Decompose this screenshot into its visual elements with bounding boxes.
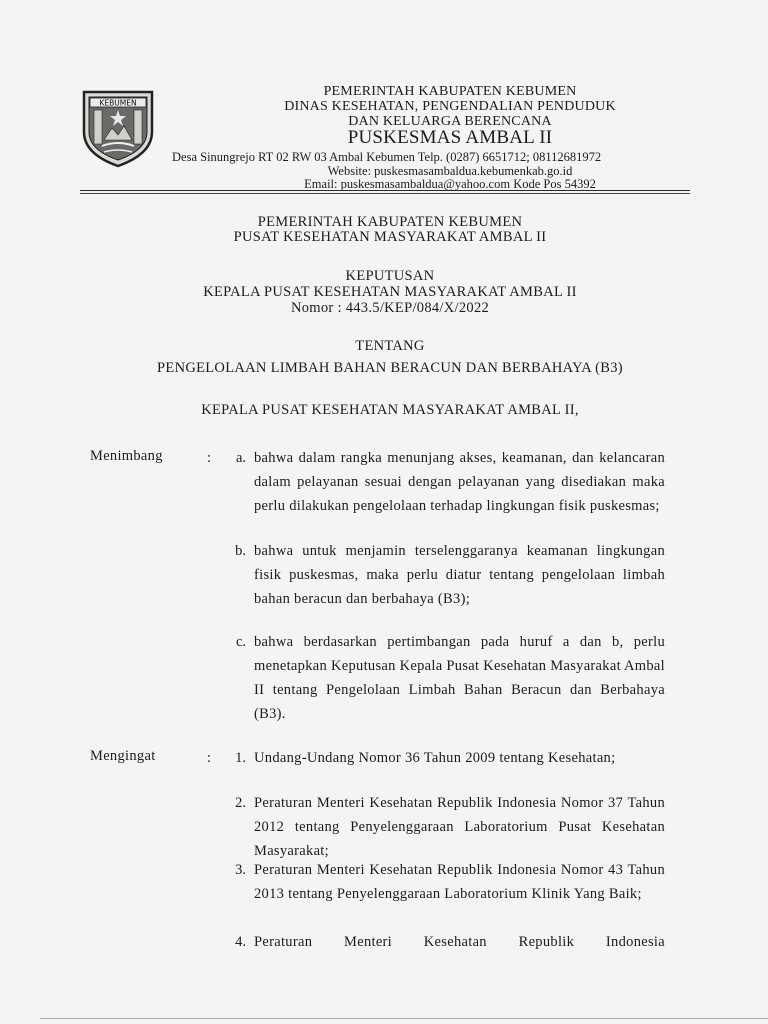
mengingat-marker-1: 1.	[235, 750, 246, 766]
menimbang-item-a: bahwa dalam rangka menunjang akses, keamanan, dan kelancaran dalam pelayanan sesuai dengan pelayanan yang disediakan maka perlu dilakukan pengelolaan terhadap lingkungan fisik puskesmas;	[254, 450, 665, 514]
heading-center-name: PUSAT KESEHATAN MASYARAKAT AMBAL II	[233, 229, 547, 245]
heading-kepala: KEPALA PUSAT KESEHATAN MASYARAKAT AMBAL II	[203, 284, 577, 300]
decree-number: Nomor : 443.5/KEP/084/X/2022	[290, 300, 490, 316]
mengingat-marker-3: 3.	[235, 862, 246, 878]
letterhead-email: Email: puskesmasambaldua@yahoo.com Kode Pos 54392	[304, 177, 596, 191]
mengingat-item-2: Peraturan Menteri Kesehatan Republik Indonesia Nomor 37 Tahun 2012 tentang Penyelenggaraan Laboratorium Pusat Kesehatan Masyarakat;	[254, 795, 665, 859]
menimbang-marker-b: b.	[235, 543, 246, 559]
menimbang-item-b: bahwa untuk menjamin terselenggaranya keamanan lingkungan fisik puskesmas, maka perlu diatur tentang pengelolaan limbah bahan beracun dan berbahaya (B3);	[254, 543, 665, 607]
letterhead-divider-thin	[80, 193, 690, 194]
menimbang-marker-a: a.	[235, 450, 246, 466]
letterhead-department: DINAS KESEHATAN, PENGENDALIAN PENDUDUK	[284, 99, 616, 114]
heading-government: PEMERINTAH KABUPATEN KEBUMEN	[257, 214, 523, 230]
mengingat-marker-4: 4.	[235, 934, 246, 950]
menimbang-item-c: bahwa berdasarkan pertimbangan pada huruf a dan b, perlu menetapkan Keputusan Kepala Pusat Kesehatan Masyarakat Ambal II tentang Pengelolaan Limbah Bahan Beracun dan Berbahaya (B3).	[254, 634, 665, 722]
mengingat-item-3: Peraturan Menteri Kesehatan Republik Indonesia Nomor 43 Tahun 2013 tentang Penyelenggaraan Laboratorium Klinik Yang Baik;	[254, 862, 665, 902]
decree-subject: PENGELOLAAN LIMBAH BAHAN BERACUN DAN BERBAHAYA (B3)	[157, 360, 623, 376]
mengingat-item-4: Peraturan Menteri Kesehatan Republik Indonesia	[254, 934, 665, 950]
opening-statement: KEPALA PUSAT KESEHATAN MASYARAKAT AMBAL II,	[201, 402, 579, 418]
kebumen-emblem-logo	[80, 88, 156, 168]
letterhead-address: Desa Sinungrejo RT 02 RW 03 Ambal Kebumen Telp. (0287) 6651712; 08112681972	[172, 150, 602, 164]
letterhead-department-cont: DAN KELUARGA BERENCANA	[348, 114, 552, 129]
mengingat-label: Mengingat	[90, 748, 156, 764]
page-bottom-edge	[40, 1018, 768, 1019]
mengingat-colon: :	[207, 750, 212, 766]
letterhead-website: Website: puskesmasambaldua.kebumenkab.go.id	[327, 164, 573, 178]
letterhead-institution: PUSKESMAS AMBAL II	[347, 127, 553, 148]
menimbang-marker-c: c.	[235, 634, 246, 650]
mengingat-item-1: Undang-Undang Nomor 36 Tahun 2009 tentang Kesehatan;	[254, 750, 616, 766]
letterhead-divider	[80, 190, 690, 191]
menimbang-label: Menimbang	[90, 448, 163, 464]
svg-text:KEBUMEN: KEBUMEN	[99, 98, 137, 108]
letterhead-government: PEMERINTAH KABUPATEN KEBUMEN	[323, 84, 577, 99]
heading-tentang: TENTANG	[355, 338, 425, 354]
mengingat-marker-2: 2.	[235, 795, 246, 811]
menimbang-colon: :	[207, 450, 212, 466]
heading-keputusan: KEPUTUSAN	[345, 268, 435, 284]
